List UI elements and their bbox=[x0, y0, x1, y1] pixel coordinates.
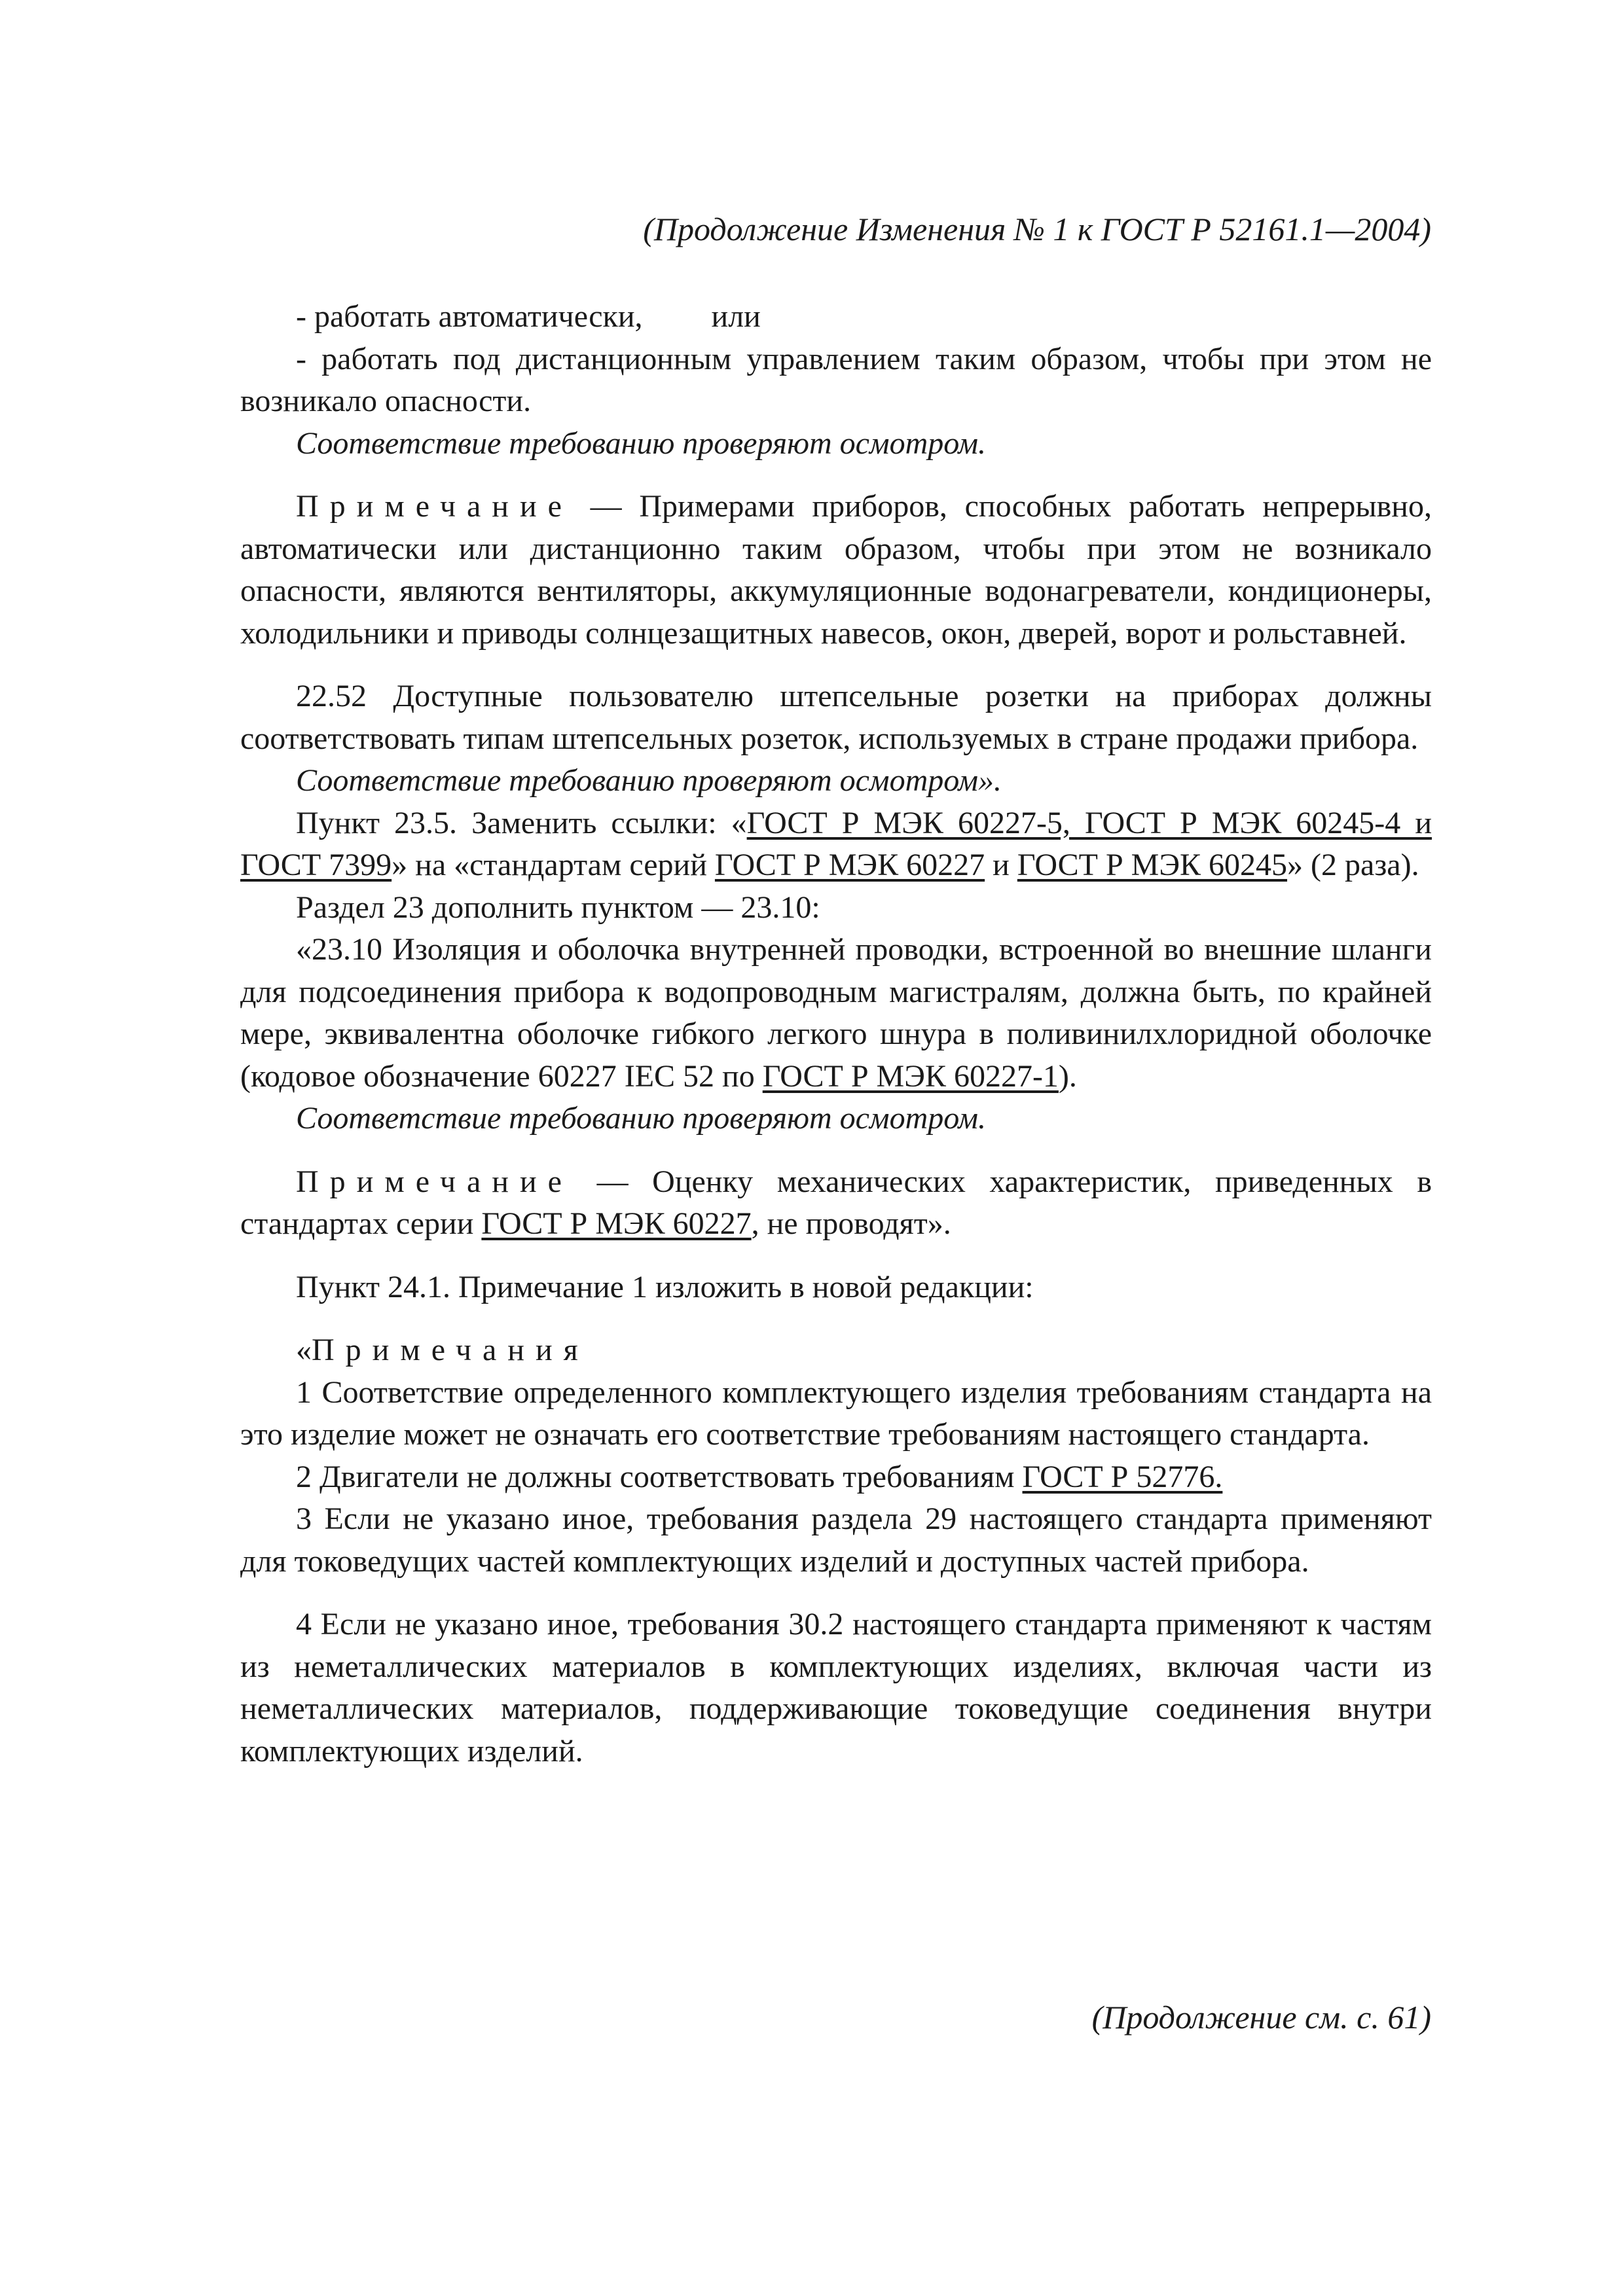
clause-23-10-text-2: ). bbox=[1058, 1058, 1077, 1094]
continuation-header: (Продолжение Изменения № 1 к ГОСТ Р 52161.1—2004) bbox=[643, 211, 1431, 247]
note-1-label: Примечание bbox=[296, 489, 573, 524]
section-23-addition: Раздел 23 дополнить пунктом — 23.10: bbox=[296, 889, 820, 925]
link-gost-60227[interactable]: ГОСТ Р МЭК 60227 bbox=[714, 848, 985, 882]
notes-heading-quote: « bbox=[296, 1333, 312, 1367]
document-body bbox=[240, 296, 1432, 1772]
item-or: или bbox=[711, 299, 761, 334]
note-item-3: 3 Если не указано иное, требования раздела 29 настоящего стандарта применяют для токоведущих частей комплектующих изделий и доступных частей прибора. bbox=[240, 1501, 1432, 1579]
continuation-footer: (Продолжение см. с. 61) bbox=[1091, 1999, 1431, 2036]
notes-heading-label: Примечания bbox=[312, 1333, 589, 1367]
note-1 bbox=[240, 486, 1432, 655]
check-inspection-2: Соответствие требованию проверяют осмотром». bbox=[296, 763, 1002, 798]
link-gost-refs[interactable]: ГОСТ Р МЭК 60227-5, ГОСТ Р МЭК 60245-4 и ГОСТ 7399 bbox=[240, 805, 1432, 882]
item-remote: - работать под дистанционным управлением таким образом, чтобы при этом не возникало опасности. bbox=[240, 341, 1432, 418]
note-2-text-1: — Оценку механических характеристик, приведенных в стандартах серии bbox=[240, 1164, 1432, 1241]
note-2-label: Примечание bbox=[296, 1164, 573, 1199]
note-item-1: 1 Соответствие определенного комплектующего изделия требованиям стандарта на это изделие может не означать его соответствие требованиям настоящего стандарта. bbox=[240, 1374, 1432, 1452]
note-2 bbox=[240, 1161, 1432, 1246]
note-item-2 bbox=[240, 1456, 1432, 1499]
link-gost-60227-1[interactable]: ГОСТ Р МЭК 60227-1 bbox=[762, 1058, 1059, 1094]
clause-23-5-text-2: » на «стандартам серий bbox=[392, 848, 715, 882]
clause-23-10 bbox=[240, 929, 1432, 1098]
clause-24-1: Пункт 24.1. Примечание 1 изложить в новой редакции: bbox=[296, 1269, 1034, 1304]
clause-23-10-text-1: «23.10 Изоляция и оболочка внутренней проводки, встроенной во внешние шланги для подсоединения прибора к водопроводным магистралям, должна быть, по крайней мере, эквивалентна оболочке гибкого легкого шнура в поливинилхлоридной оболочке (кодовое обозначение 60227 IEC 52 по bbox=[240, 932, 1432, 1094]
item-automatic bbox=[240, 296, 1432, 338]
check-inspection-3: Соответствие требованию проверяют осмотром. bbox=[296, 1101, 987, 1136]
note-item-2-text: 2 Двигатели не должны соответствовать требованиям bbox=[296, 1459, 1023, 1494]
link-gost-52776[interactable]: ГОСТ Р 52776. bbox=[1022, 1459, 1223, 1494]
clause-22-52: 22.52 Доступные пользователю штепсельные розетки на приборах должны соответствовать типам штепсельных розеток, используемых в стране продажи прибора. bbox=[240, 679, 1432, 756]
note-1-text: — Примерами приборов, способных работать непрерывно, автоматически или дистанционно таким образом, чтобы при этом не возникало опасности, являются вентиляторы, аккумуляционные водонагреватели, кондиционеры, холодильники и приводы солнцезащитных навесов, окон, дверей, ворот и рольставней. bbox=[240, 489, 1432, 651]
link-gost-60245[interactable]: ГОСТ Р МЭК 60245 bbox=[1017, 848, 1288, 882]
item-automatic-text: - работать автоматически, bbox=[296, 299, 643, 334]
link-gost-60227-series[interactable]: ГОСТ Р МЭК 60227 bbox=[481, 1206, 752, 1241]
clause-23-5 bbox=[240, 802, 1432, 887]
clause-23-5-text-1: Пункт 23.5. Заменить ссылки: « bbox=[296, 805, 747, 840]
note-item-4: 4 Если не указано иное, требования 30.2 настоящего стандарта применяют к частям из неметаллических материалов в комплектующих изделиях, включая части из неметаллических материалов, поддерживающие токоведущие соединения внутри комплектующих изделий. bbox=[240, 1607, 1432, 1768]
note-2-text-2: , не проводят». bbox=[751, 1206, 951, 1241]
clause-23-5-text-3: и bbox=[985, 848, 1017, 882]
clause-23-5-text-4: » (2 раза). bbox=[1287, 848, 1419, 882]
check-inspection-1: Соответствие требованию проверяют осмотром. bbox=[296, 425, 987, 461]
notes-heading bbox=[240, 1329, 1432, 1372]
